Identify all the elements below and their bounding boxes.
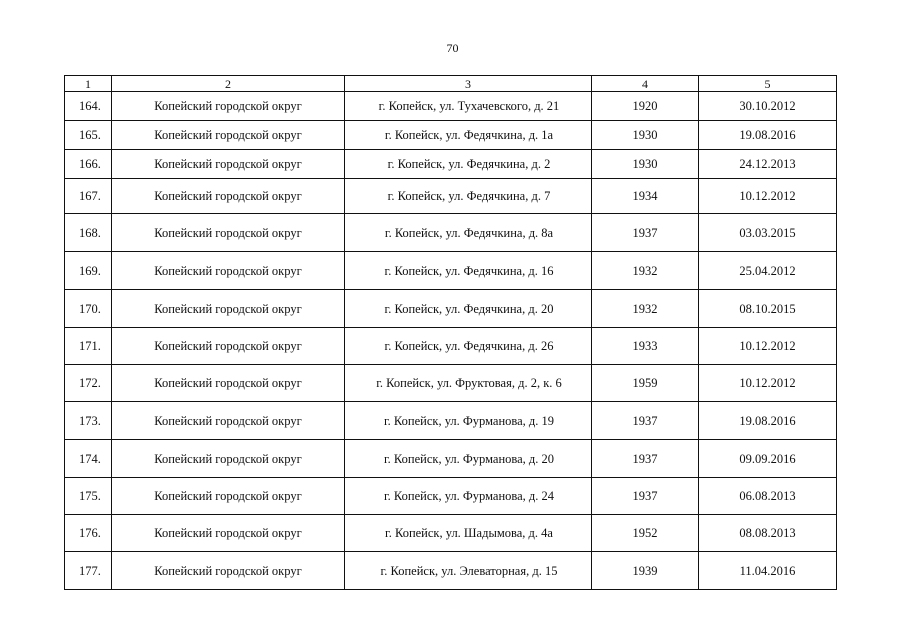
address: г. Копейск, ул. Федячкина, д. 26 (345, 328, 592, 365)
district-name: Копейский городской округ (112, 150, 345, 179)
record-date: 08.10.2015 (699, 290, 837, 328)
district-name: Копейский городской округ (112, 365, 345, 402)
column-header: 1 (65, 76, 112, 92)
table-row (65, 121, 837, 150)
column-header: 3 (345, 76, 592, 92)
table-body (65, 92, 837, 590)
row-number: 176. (65, 515, 112, 552)
record-date: 11.04.2016 (699, 552, 837, 590)
build-year: 1920 (592, 92, 699, 121)
address: г. Копейск, ул. Тухачевского, д. 21 (345, 92, 592, 121)
row-number: 173. (65, 402, 112, 440)
district-name: Копейский городской округ (112, 478, 345, 515)
page-number: 70 (446, 41, 459, 55)
build-year: 1930 (592, 121, 699, 150)
address: г. Копейск, ул. Федячкина, д. 20 (345, 290, 592, 328)
row-number: 171. (65, 328, 112, 365)
build-year: 1939 (592, 552, 699, 590)
address: г. Копейск, ул. Фурманова, д. 19 (345, 402, 592, 440)
address: г. Копейск, ул. Фурманова, д. 24 (345, 478, 592, 515)
row-number: 165. (65, 121, 112, 150)
record-date: 25.04.2012 (699, 252, 837, 290)
record-date: 10.12.2012 (699, 365, 837, 402)
record-date: 24.12.2013 (699, 150, 837, 179)
build-year: 1937 (592, 402, 699, 440)
table-header (65, 76, 837, 92)
record-date: 08.08.2013 (699, 515, 837, 552)
build-year: 1930 (592, 150, 699, 179)
record-date: 19.08.2016 (699, 121, 837, 150)
build-year: 1937 (592, 214, 699, 252)
build-year: 1959 (592, 365, 699, 402)
address: г. Копейск, ул. Фруктовая, д. 2, к. 6 (345, 365, 592, 402)
row-number: 172. (65, 365, 112, 402)
record-date: 30.10.2012 (699, 92, 837, 121)
district-name: Копейский городской округ (112, 252, 345, 290)
table-row (65, 402, 837, 440)
district-name: Копейский городской округ (112, 290, 345, 328)
build-year: 1932 (592, 290, 699, 328)
build-year: 1933 (592, 328, 699, 365)
table-row (65, 92, 837, 121)
table-row (65, 328, 837, 365)
column-header: 4 (592, 76, 699, 92)
record-date: 06.08.2013 (699, 478, 837, 515)
row-number: 174. (65, 440, 112, 478)
table-row (65, 365, 837, 402)
row-number: 166. (65, 150, 112, 179)
address: г. Копейск, ул. Федячкина, д. 16 (345, 252, 592, 290)
record-date: 03.03.2015 (699, 214, 837, 252)
build-year: 1937 (592, 440, 699, 478)
row-number: 164. (65, 92, 112, 121)
address: г. Копейск, ул. Федячкина, д. 1а (345, 121, 592, 150)
table-row (65, 515, 837, 552)
address: г. Копейск, ул. Федячкина, д. 2 (345, 150, 592, 179)
buildings-table (64, 75, 837, 590)
row-number: 169. (65, 252, 112, 290)
table-row (65, 552, 837, 590)
build-year: 1937 (592, 478, 699, 515)
address: г. Копейск, ул. Федячкина, д. 8а (345, 214, 592, 252)
address: г. Копейск, ул. Фурманова, д. 20 (345, 440, 592, 478)
district-name: Копейский городской округ (112, 214, 345, 252)
table-row (65, 252, 837, 290)
district-name: Копейский городской округ (112, 328, 345, 365)
record-date: 19.08.2016 (699, 402, 837, 440)
district-name: Копейский городской округ (112, 121, 345, 150)
build-year: 1932 (592, 252, 699, 290)
row-number: 168. (65, 214, 112, 252)
district-name: Копейский городской округ (112, 515, 345, 552)
address: г. Копейск, ул. Элеваторная, д. 15 (345, 552, 592, 590)
district-name: Копейский городской округ (112, 552, 345, 590)
table-row (65, 150, 837, 179)
table-row (65, 179, 837, 214)
column-header: 2 (112, 76, 345, 92)
district-name: Копейский городской округ (112, 440, 345, 478)
build-year: 1934 (592, 179, 699, 214)
district-name: Копейский городской округ (112, 92, 345, 121)
district-name: Копейский городской округ (112, 402, 345, 440)
table-row (65, 290, 837, 328)
address: г. Копейск, ул. Федячкина, д. 7 (345, 179, 592, 214)
header-row (65, 76, 837, 92)
row-number: 175. (65, 478, 112, 515)
build-year: 1952 (592, 515, 699, 552)
district-name: Копейский городской округ (112, 179, 345, 214)
row-number: 167. (65, 179, 112, 214)
row-number: 177. (65, 552, 112, 590)
record-date: 10.12.2012 (699, 179, 837, 214)
column-header: 5 (699, 76, 837, 92)
table-row (65, 478, 837, 515)
table-row (65, 440, 837, 478)
row-number: 170. (65, 290, 112, 328)
record-date: 09.09.2016 (699, 440, 837, 478)
address: г. Копейск, ул. Шадымова, д. 4а (345, 515, 592, 552)
table-row (65, 214, 837, 252)
record-date: 10.12.2012 (699, 328, 837, 365)
